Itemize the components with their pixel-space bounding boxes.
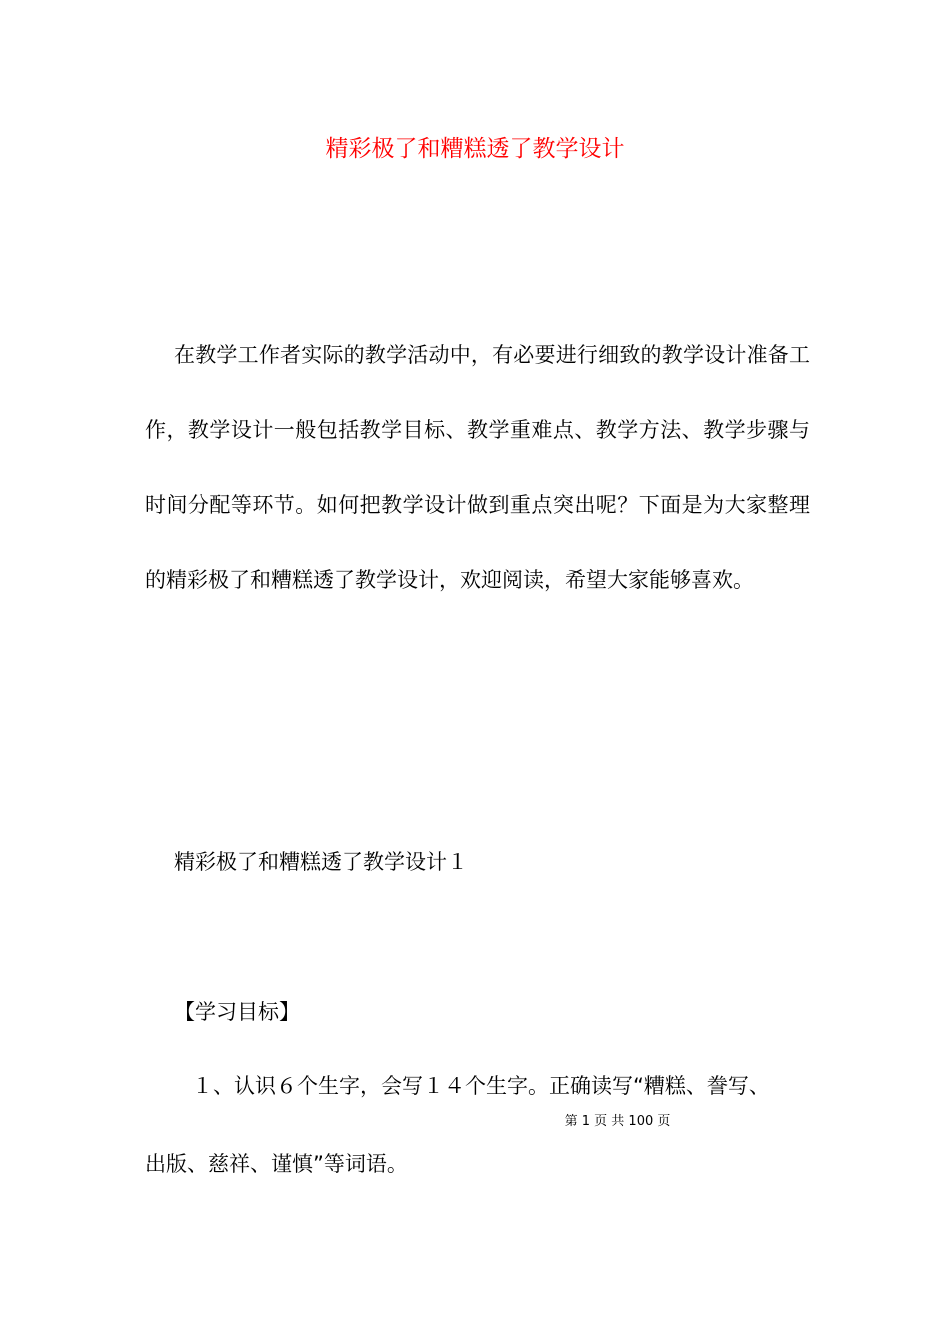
learning-objectives-label: 【学习目标】 [174,1000,300,1024]
intro-paragraph: 在教学工作者实际的教学活动中，有必要进行细致的教学设计准备工作，教学设计一般包括教学目标、教学重难点、教学方法、教学步骤与时间分配等环节。如何把教学设计做到重点突出呢？下面是为大家整理的精彩极了和糟糕透了教学设计，欢迎阅读，希望大家能够喜欢。 [145,343,810,592]
objective-item-1: １、认识６个生字，会写１４个生字。正确读写“糟糕、誊写、 [192,1074,770,1098]
document-title: 精彩极了和糟糕透了教学设计 [325,136,625,162]
section-heading: 精彩极了和糟糕透了教学设计１ [174,850,468,874]
objective-item-1-continued: 出版、慈祥、谨慎”等词语。 [145,1152,408,1176]
page-footer: 第 1 页 共 100 页 [564,1114,671,1129]
